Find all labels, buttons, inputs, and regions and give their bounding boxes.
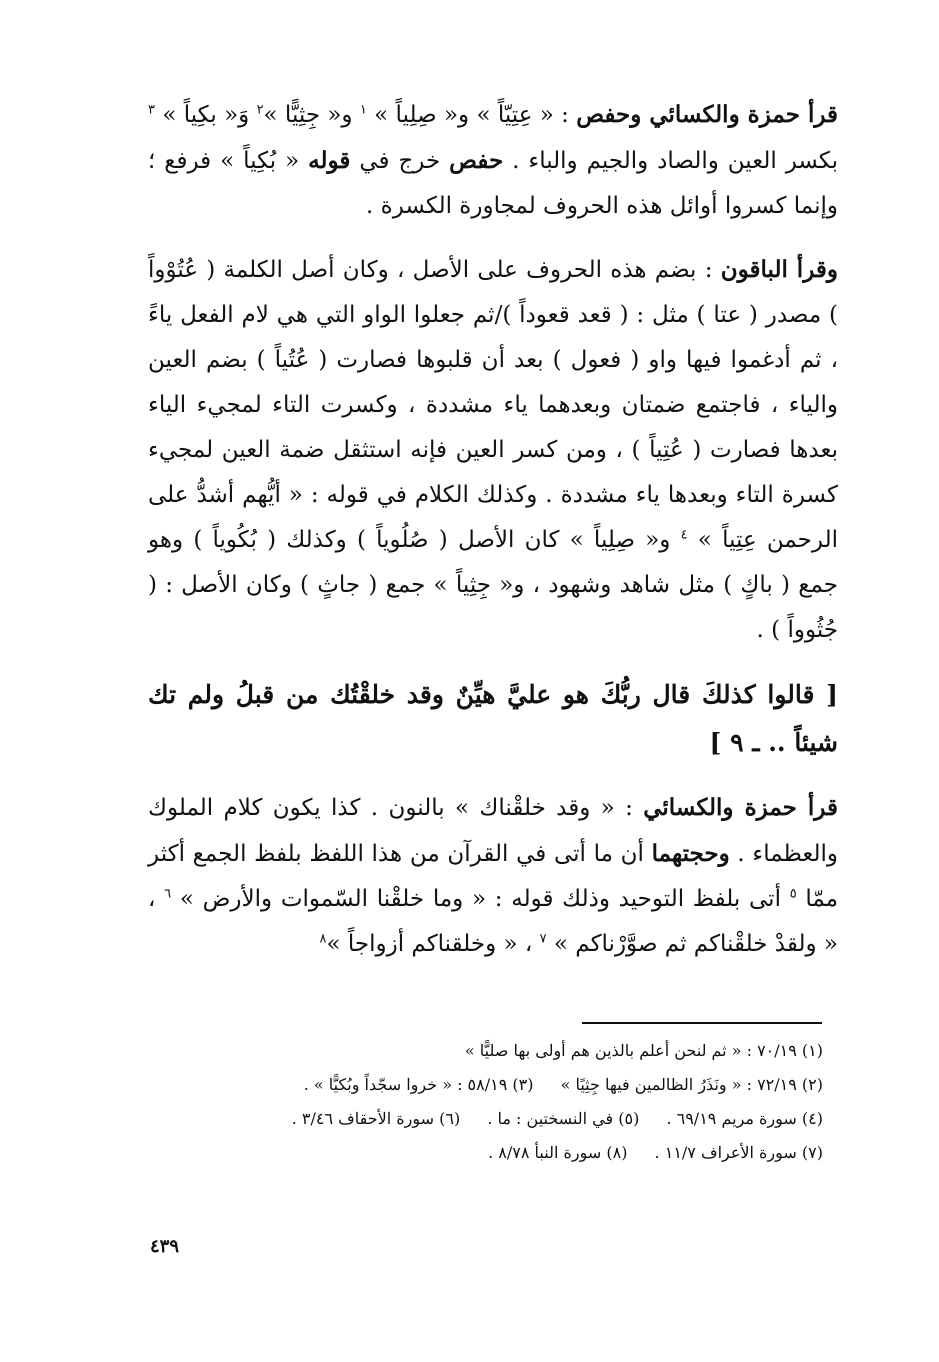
paragraph-text: و« صِلِياً » كان الأصل ( صُلُوياً ) وكذلك ( بُكُوياً ) وهو جمع ( باكٍ ) مثل شاهد وشهود ، و« جِثِياً » جمع ( جاثٍ ) وكان الأصل : ( جُثُوواً ) . xyxy=(148,527,838,643)
keyword: قوله xyxy=(308,147,351,174)
footnote-8: (٨) سورة النبأ ٨/٧٨ . xyxy=(488,1143,628,1162)
footnote-ref: ٢ xyxy=(256,102,264,118)
paragraph-text: ، « وخلقناكم أزواجاً » xyxy=(326,931,540,957)
reader-names: قرأ حمزة والكسائي وحفص xyxy=(576,101,839,128)
keyword: وحجتهما xyxy=(651,840,730,867)
footnote-ref: ١ xyxy=(359,102,367,118)
paragraph-text: أتى بلفظ التوحيد وذلك قوله : « وما خلقْنا السّموات والأرض » xyxy=(179,886,790,912)
paragraph-3 xyxy=(148,785,838,967)
paragraph-text: بكسر العين والصاد والجيم والباء . xyxy=(503,148,839,174)
footnote-ref: ٧ xyxy=(539,931,547,947)
paragraph-text: أن ما أتى في القرآن من هذا اللفظ بلفظ الجمع أكثر ممّا xyxy=(148,841,839,912)
quran-verse: [ قالوا كذلكَ قال ربُّكَ هو عليَّ هيِّنٌ وقد خلقْتُك من قبلُ ولم تك شيئاً .. ـ ٩ ] xyxy=(148,680,838,757)
paragraph-text: : « وقد خلقْناك » بالنون . كذا يكون كلام الملوك والعظماء . xyxy=(148,795,838,867)
footnote-line xyxy=(148,1068,823,1102)
footnote-separator xyxy=(582,1022,822,1024)
footnote-line xyxy=(148,1102,823,1136)
footnotes xyxy=(148,1034,823,1170)
reader-name: حفص xyxy=(449,147,504,174)
footnote-ref: ٥ xyxy=(789,886,797,902)
footnote-ref: ٣ xyxy=(148,102,155,118)
footnote-4: (٤) سورة مريم ٦٩/١٩ . xyxy=(666,1109,823,1128)
footnote-1: (١) ٧٠/١٩ : « ثم لنحن أعلم بالذين هم أولى بها صليًّا » xyxy=(464,1041,823,1060)
footnote-3: (٣) ٥٨/١٩ : « خروا سجّداً وبُكيًّا » . xyxy=(303,1075,534,1094)
paragraph-text: : « عِتِيّاً » و« صِلِياً » xyxy=(374,102,577,128)
footnote-ref: ٦ xyxy=(164,886,172,902)
paragraph-text: « بُكِياً » فرفع ؛ وإنما كسروا أوائل هذه الحروف لمجاورة الكسرة . xyxy=(148,148,838,219)
footnote-ref: ٤ xyxy=(680,527,688,543)
footnote-6: (٦) سورة الأحقاف ٣/٤٦ . xyxy=(291,1109,461,1128)
footnote-5: (٥) في النسختين : ما . xyxy=(487,1109,640,1128)
page-number: ٤٣٩ xyxy=(150,1236,180,1257)
reader-names: قرأ حمزة والكسائي xyxy=(643,794,838,821)
paragraph-text: خرج في xyxy=(350,148,450,174)
footnote-7: (٧) سورة الأعراف ١١/٧ . xyxy=(654,1143,823,1162)
paragraph-text: وَ« بكِياً » xyxy=(162,102,257,128)
footnote-line xyxy=(148,1034,823,1068)
reader-names: وقرأ الباقون xyxy=(720,256,838,283)
paragraph-1 xyxy=(148,92,838,229)
paragraph-text: : بضم هذه الحروف على الأصل ، وكان أصل الكلمة ( عُتُوْواً ) مصدر ( عتا ) مثل : ( قعد قعوداً )/ثم جعلوا الواو التي هي لام الفعل ياءً ، ثم أدغموا فيها واو ( فعول ) بعد أن قلبوها فصارت ( عُتُياً ) بضم العين والياء ، فاجتمع ضمتان وبعدهما ياء مشددة ، وكسرت التاء لمجيء الياء بعدها فصارت ( عُتِياً ) ، ومن كسر العين فإنه استثقل ضمة العين لمجيء كسرة التاء وبعدها ياء مشددة . وكذلك الكلام في قوله : « أيُّهم أشدُّ على الرحمن عِتِياً » xyxy=(148,257,838,553)
paragraph-2 xyxy=(148,247,838,653)
paragraph-text: و« جِثِيًّا » xyxy=(263,102,360,128)
footnote-line xyxy=(148,1136,823,1170)
page-body xyxy=(148,92,838,967)
paragraph-text: ، « ولقدْ خلقْناكم ثم صوَّرْناكم » xyxy=(148,886,838,957)
footnote-2: (٢) ٧٢/١٩ : « ونَذَرُ الظالمين فيها جِثِيًا » xyxy=(560,1075,823,1094)
footnote-ref: ٨ xyxy=(319,931,327,947)
